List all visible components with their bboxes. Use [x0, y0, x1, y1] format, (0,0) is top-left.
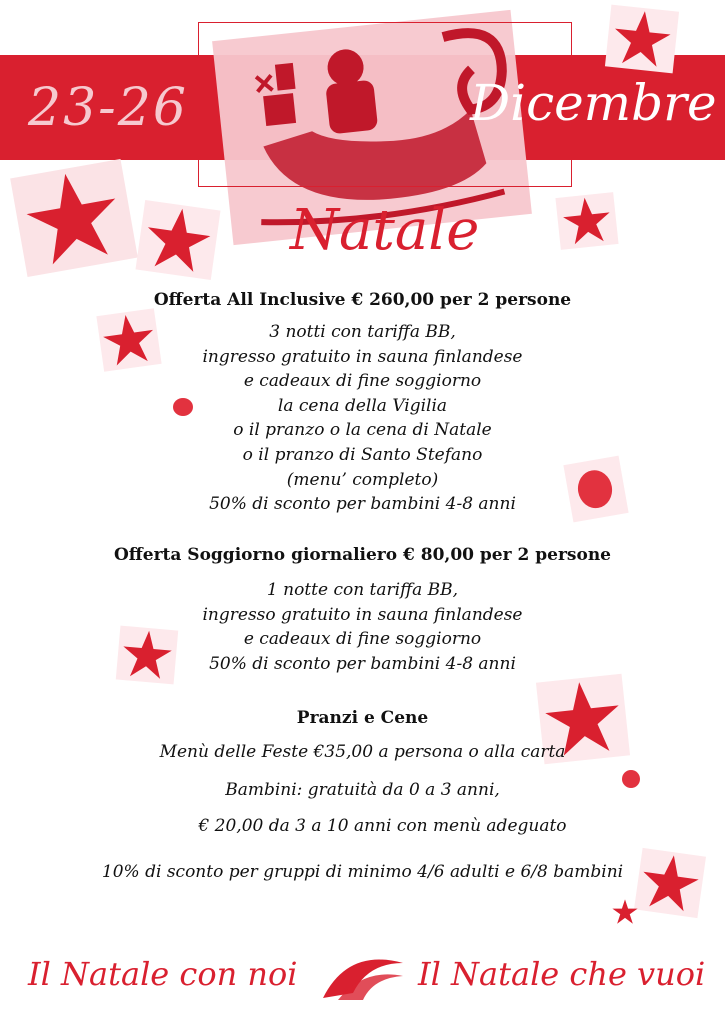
- meals-title: Pranzi e Cene: [296, 708, 429, 728]
- offer-line: 3 notti con tariffa BB,: [269, 322, 456, 342]
- offer-line: o il pranzo o la cena di Natale: [233, 420, 492, 441]
- offer-line: e cadeaux di fine soggiorno: [243, 629, 482, 650]
- star-icon: [634, 848, 706, 918]
- offer-line: e cadeaux di fine soggiorno: [243, 371, 482, 392]
- star-card-left-small: [135, 200, 220, 280]
- offer-title-daily-stay: Offerta Soggiorno giornaliero € 80,00 per 2 persone: [113, 545, 611, 565]
- star-card-right-upper: [555, 192, 618, 250]
- offer-title-all-inclusive: Offerta All Inclusive € 260,00 per 2 persone: [153, 290, 572, 310]
- offer-line: 50% di sconto per bambini 4-8 anni: [209, 494, 516, 515]
- offer-details-all-inclusive: [0, 320, 725, 517]
- offer-line: o il pranzo di Santo Stefano: [242, 444, 483, 465]
- star-icon: [610, 898, 640, 926]
- footer-slogan-right: Il Natale che vuoi: [418, 955, 706, 993]
- offer-line: ingresso gratuito in sauna finlandese: [202, 346, 523, 367]
- star-icon: [10, 159, 136, 277]
- offer-line: 50% di sconto per bambini 4-8 anni: [209, 653, 516, 674]
- star-card-top-right: [605, 5, 679, 74]
- red-wave-logo-icon: [318, 948, 408, 1004]
- star-icon: [605, 5, 679, 74]
- offer-details-daily-stay: [0, 578, 725, 676]
- offer-line: ingresso gratuito in sauna finlandese: [202, 604, 523, 625]
- month-label: Dicembre: [470, 74, 717, 132]
- offer-line: la cena della Vigilia: [277, 395, 448, 416]
- dates-label: 23-26: [28, 78, 188, 138]
- star-icon: [555, 192, 618, 250]
- star-card-right-lower: [634, 848, 706, 918]
- meals-groups-line: 10% di sconto per gruppi di minimo 4/6 adulti e 6/8 bambini: [101, 862, 624, 882]
- star-card-left-large: [10, 159, 138, 277]
- meals-children-line: Bambini: gratuità da 0 a 3 anni,: [225, 780, 500, 800]
- offer-line: 1 notte con tariffa BB,: [266, 580, 459, 600]
- footer-slogan-left: Il Natale con noi: [28, 955, 298, 993]
- meals-menu-line: Menù delle Feste €35,00 a persona o alla carta: [159, 742, 566, 762]
- star-icon: [135, 200, 220, 280]
- page-title: Natale: [290, 198, 480, 263]
- meals-children-price-line: € 20,00 da 3 a 10 anni con menù adeguato: [198, 816, 567, 836]
- offer-line: (menu’ completo): [286, 469, 439, 490]
